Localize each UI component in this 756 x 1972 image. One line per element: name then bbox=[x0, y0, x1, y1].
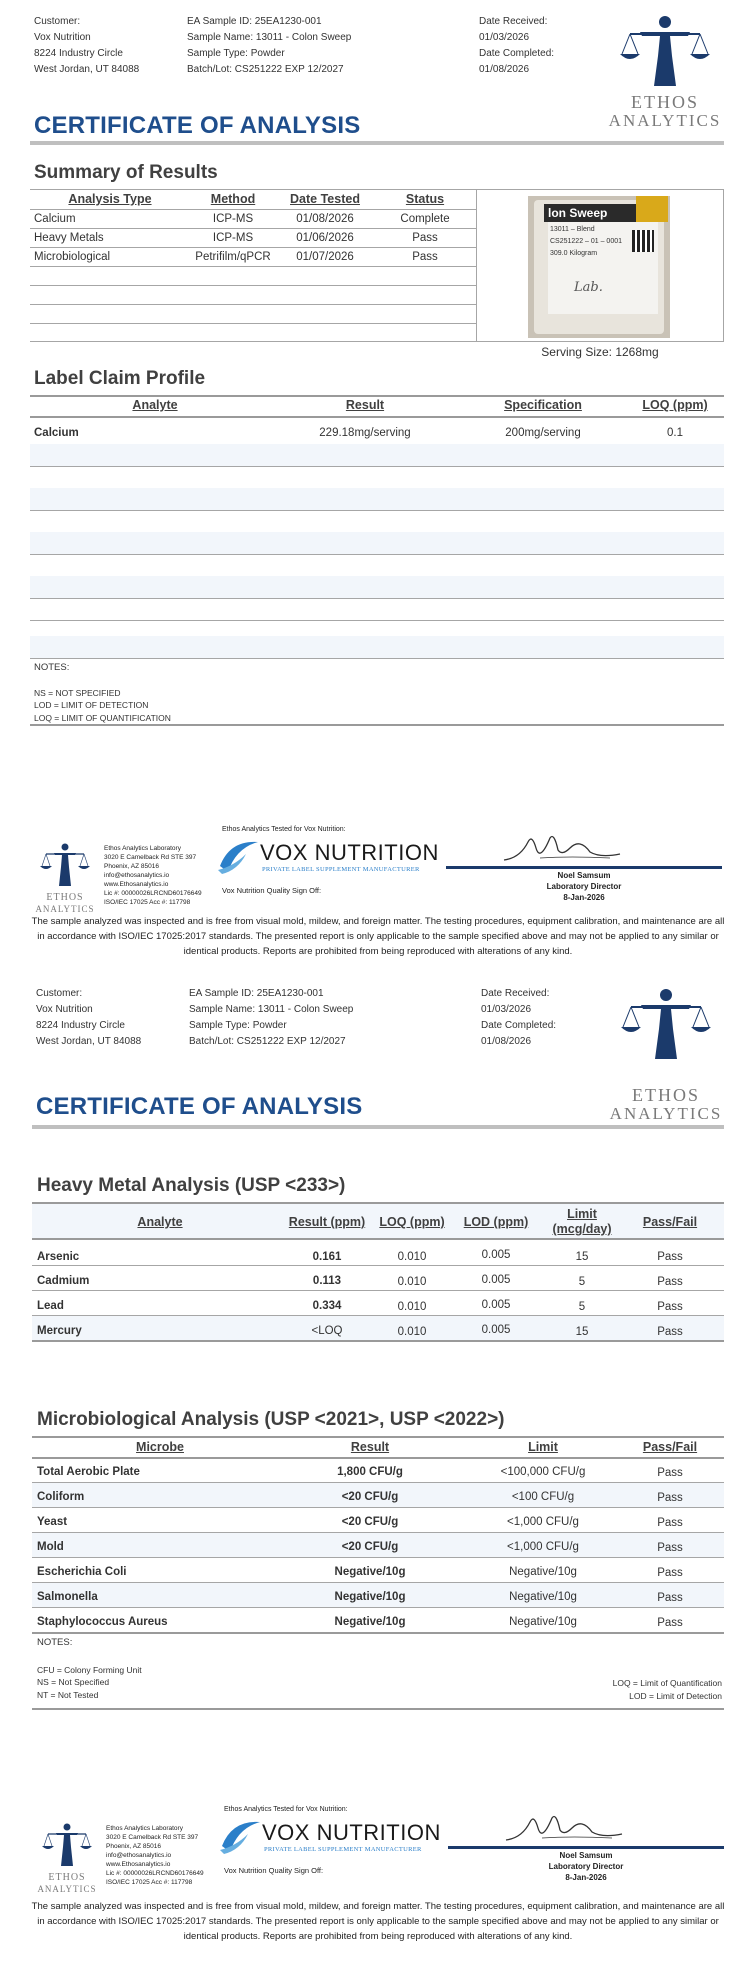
micro-row-2-result: <20 CFU/g bbox=[341, 1491, 399, 1503]
label-row-band bbox=[30, 488, 724, 510]
batch-lot: Batch/Lot: CS251222 EXP 12/2027 bbox=[187, 64, 344, 75]
label-claim-top-rule bbox=[30, 395, 724, 397]
hm-mercury-analyte: Mercury bbox=[37, 1325, 82, 1337]
vox-tagline: PRIVATE LABEL SUPPLEMENT MANUFACTURER bbox=[264, 1846, 422, 1853]
hm-arsenic-analyte: Arsenic bbox=[37, 1251, 80, 1263]
hm-mercury-result: <LOQ bbox=[311, 1325, 343, 1337]
micro-col-microbe: Microbe bbox=[136, 1440, 184, 1454]
hm-col-result: Result (ppm) bbox=[288, 1215, 366, 1229]
note-cfu: CFU = Colony Forming Unit bbox=[37, 1664, 142, 1675]
small-logo-ethos: ETHOS bbox=[46, 892, 84, 903]
logo-analytics: ANALYTICS bbox=[609, 1104, 723, 1123]
hm-arsenic-limit: 15 bbox=[575, 1251, 589, 1263]
date-received-label: Date Received: bbox=[481, 988, 550, 999]
micro-row-3-pass: Pass bbox=[657, 1517, 683, 1529]
hm-mercury-loq: 0.010 bbox=[397, 1326, 427, 1338]
micro-heading: Microbiological Analysis (USP <2021>, USP <2022>) bbox=[37, 1409, 505, 1430]
note-nt: NT = Not Tested bbox=[37, 1689, 99, 1700]
micro-notes-left bbox=[37, 1637, 142, 1701]
hm-lead-analyte: Lead bbox=[37, 1300, 64, 1312]
tested-for: Ethos Analytics Tested for Vox Nutrition: bbox=[222, 826, 346, 833]
micro-row-4-limit: <1,000 CFU/g bbox=[507, 1541, 579, 1553]
sample-block bbox=[187, 14, 351, 78]
lab-addr1: 3020 E Camelback Rd STE 397 bbox=[106, 1834, 199, 1841]
micro-row-1-name: Total Aerobic Plate bbox=[37, 1466, 140, 1478]
customer-name: Vox Nutrition bbox=[34, 32, 91, 43]
micro-row-4-name: Mold bbox=[37, 1541, 64, 1553]
page-title-2: CERTIFICATE OF ANALYSIS bbox=[36, 1093, 363, 1120]
sample-id: EA Sample ID: 25EA1230-001 bbox=[187, 16, 322, 27]
signature-icon bbox=[500, 828, 640, 868]
photo-label-line3: 309.0 Kilogram bbox=[550, 250, 598, 257]
summary-row-3-type: Microbiological bbox=[34, 251, 111, 263]
photo-label-line2: CS251222 – 01 – 0001 bbox=[550, 238, 623, 245]
ethos-logo-2 bbox=[601, 985, 731, 1123]
micro-row-5-name: Escherichia Coli bbox=[37, 1566, 127, 1578]
hm-arsenic-result: 0.161 bbox=[312, 1251, 342, 1263]
lab-iso: ISO/IEC 17025 Acc #: 117798 bbox=[104, 899, 191, 906]
note-ns: NS = Not Specified bbox=[37, 1677, 110, 1687]
qr-code-icon bbox=[632, 230, 654, 252]
summary-row-3-date: 01/07/2026 bbox=[296, 251, 354, 263]
customer-block bbox=[34, 14, 139, 78]
label-row-band bbox=[30, 444, 724, 466]
micro-row-7-name: Staphylococcus Aureus bbox=[37, 1616, 168, 1628]
photo-handwriting: Lab. bbox=[574, 280, 603, 295]
hm-col-analyte: Analyte bbox=[137, 1215, 183, 1229]
director-title: Laboratory Director bbox=[548, 1862, 624, 1871]
ethos-small-logo-icon bbox=[36, 1822, 98, 1872]
lab-addr2: Phoenix, AZ 85016 bbox=[106, 1843, 161, 1850]
label-row-band bbox=[30, 576, 724, 598]
customer-block-2 bbox=[36, 986, 141, 1050]
micro-row-7-result: Negative/10g bbox=[334, 1616, 406, 1628]
label-claim-heading: Label Claim Profile bbox=[34, 368, 206, 389]
date-received-label: Date Received: bbox=[479, 16, 548, 27]
director-title: Laboratory Director bbox=[546, 882, 622, 891]
hm-row-rule bbox=[32, 1290, 724, 1291]
micro-row-2-name: Coliform bbox=[37, 1491, 85, 1503]
micro-row-5-result: Negative/10g bbox=[334, 1566, 406, 1578]
small-logo-analytics: ANALYTICS bbox=[35, 904, 95, 914]
micro-notes-right bbox=[560, 1677, 722, 1702]
hm-mercury-limit: 15 bbox=[575, 1326, 589, 1338]
lab-addr1: 3020 E Camelback Rd STE 397 bbox=[104, 854, 197, 861]
summary-col-status: Status bbox=[405, 192, 445, 206]
lab-iso: ISO/IEC 17025 Acc #: 117798 bbox=[106, 1879, 193, 1886]
signature-icon bbox=[502, 1808, 642, 1848]
micro-row-5-limit: Negative/10g bbox=[509, 1566, 577, 1578]
vox-swoosh-icon bbox=[216, 836, 260, 876]
date-completed: 01/08/2026 bbox=[481, 1036, 532, 1047]
logo-analytics: ANALYTICS bbox=[608, 111, 722, 130]
hm-arsenic-lod: 0.005 bbox=[481, 1249, 511, 1261]
micro-row-rule bbox=[32, 1607, 724, 1608]
lab-lic: Lic #: 00000026LRCND60176649 bbox=[104, 890, 202, 897]
customer-address2: West Jordan, UT 84088 bbox=[34, 64, 140, 75]
disclaimer-1: The sample analyzed was inspected and is free from visual mold, mildew, and foreign matter. The testing procedures, equipment calibration, and maintenance are all in accordance with ISO/IEC 17025:2017 standards. The presented report is only applicable to the sample specified above and may not be applied to any similar or identical products. Reports are prohibited from being reproduced with alterations of any kind. bbox=[31, 916, 725, 957]
summary-heading: Summary of Results bbox=[34, 162, 218, 183]
scales-figure-icon bbox=[600, 12, 730, 96]
micro-row-rule bbox=[32, 1557, 724, 1558]
date-completed-label: Date Completed: bbox=[479, 48, 555, 59]
summary-row-2-type: Heavy Metals bbox=[34, 232, 104, 244]
micro-row-6-result: Negative/10g bbox=[334, 1591, 406, 1603]
vox-tagline: PRIVATE LABEL SUPPLEMENT MANUFACTURER bbox=[262, 866, 420, 873]
micro-row-4-pass: Pass bbox=[657, 1542, 683, 1554]
micro-col-limit: Limit bbox=[528, 1440, 558, 1454]
hm-col-passfail: Pass/Fail bbox=[642, 1215, 698, 1229]
lab-email: info@ethosanalytics.io bbox=[106, 1852, 172, 1859]
micro-top-rule bbox=[32, 1436, 724, 1438]
dates-block bbox=[479, 14, 554, 78]
hm-row-rule bbox=[32, 1265, 724, 1266]
label-row-rule bbox=[30, 620, 724, 621]
title-rule bbox=[30, 141, 724, 145]
tested-for: Ethos Analytics Tested for Vox Nutrition: bbox=[224, 1806, 348, 1813]
label-col-analyte: Analyte bbox=[132, 398, 178, 412]
date-completed: 01/08/2026 bbox=[479, 64, 530, 75]
label-row-rule bbox=[30, 554, 724, 555]
note-loq: LOQ = LIMIT OF QUANTIFICATION bbox=[34, 712, 171, 723]
lab-email: info@ethosanalytics.io bbox=[104, 872, 170, 879]
summary-row-rule bbox=[30, 266, 476, 267]
sample-name: Sample Name: 13011 - Colon Sweep bbox=[187, 32, 352, 43]
micro-notes-title: NOTES: bbox=[37, 1637, 73, 1648]
label-col-loq: LOQ (ppm) bbox=[642, 398, 708, 412]
lab-contact bbox=[104, 844, 202, 907]
sign-date: 8-Jan-2026 bbox=[565, 1873, 607, 1882]
micro-row-2-limit: <100 CFU/g bbox=[511, 1491, 575, 1503]
small-logo-ethos: ETHOS bbox=[48, 1872, 86, 1883]
summary-row-rule bbox=[30, 304, 476, 305]
lab-addr2: Phoenix, AZ 85016 bbox=[104, 863, 159, 870]
date-completed-label: Date Completed: bbox=[481, 1020, 557, 1031]
micro-row-rule bbox=[32, 1507, 724, 1508]
summary-col-analysis-type: Analysis Type bbox=[68, 192, 152, 206]
label-row-rule bbox=[30, 510, 724, 511]
label-row-loq: 0.1 bbox=[667, 427, 683, 439]
hm-cadmium-limit: 5 bbox=[578, 1276, 586, 1288]
summary-row-2-date: 01/06/2026 bbox=[296, 232, 354, 244]
micro-row-3-result: <20 CFU/g bbox=[341, 1516, 399, 1528]
summary-row-rule bbox=[30, 323, 476, 324]
customer-address1: 8224 Industry Circle bbox=[34, 48, 123, 59]
summary-row-rule bbox=[30, 209, 476, 210]
serving-size: Serving Size: 1268mg bbox=[541, 345, 659, 359]
summary-row-rule bbox=[30, 247, 476, 248]
hm-arsenic-pass: Pass bbox=[657, 1251, 683, 1263]
page-2 bbox=[0, 985, 756, 1972]
micro-row-3-name: Yeast bbox=[37, 1516, 68, 1528]
micro-row-1-limit: <100,000 CFU/g bbox=[500, 1466, 586, 1478]
summary-row-3-status: Pass bbox=[412, 251, 438, 263]
micro-row-3-limit: <1,000 CFU/g bbox=[507, 1516, 579, 1528]
micro-row-1-pass: Pass bbox=[657, 1467, 683, 1479]
lab-web: www.Ethosanalytics.io bbox=[104, 881, 169, 888]
customer-address1: 8224 Industry Circle bbox=[36, 1020, 125, 1031]
micro-col-passfail: Pass/Fail bbox=[642, 1440, 698, 1454]
notes-bottom-rule bbox=[30, 724, 724, 726]
batch-lot: Batch/Lot: CS251222 EXP 12/2027 bbox=[189, 1036, 346, 1047]
customer-name: Vox Nutrition bbox=[36, 1004, 93, 1015]
date-received: 01/03/2026 bbox=[481, 1004, 532, 1015]
sign-date: 8-Jan-2026 bbox=[563, 893, 605, 902]
customer-address2: West Jordan, UT 84088 bbox=[36, 1036, 142, 1047]
hm-cadmium-loq: 0.010 bbox=[397, 1276, 427, 1288]
signature-rule bbox=[446, 866, 722, 869]
summary-bottom-rule bbox=[30, 341, 724, 342]
lab-lic: Lic #: 00000026LRCND60176649 bbox=[106, 1870, 204, 1877]
summary-row-rule bbox=[30, 228, 476, 229]
signature-rule bbox=[448, 1846, 724, 1849]
hm-lead-pass: Pass bbox=[657, 1301, 683, 1313]
hm-cadmium-result: 0.113 bbox=[312, 1275, 342, 1287]
summary-row-2-method: ICP-MS bbox=[212, 232, 254, 244]
hm-lead-result: 0.334 bbox=[312, 1300, 342, 1312]
summary-row-1-method: ICP-MS bbox=[212, 213, 254, 225]
label-row-band bbox=[30, 532, 724, 554]
vox-swoosh-icon bbox=[218, 1816, 262, 1856]
lab-name: Ethos Analytics Laboratory bbox=[106, 1825, 183, 1832]
micro-row-6-limit: Negative/10g bbox=[509, 1591, 577, 1603]
hm-lead-limit: 5 bbox=[578, 1301, 586, 1313]
note-ns: NS = NOT SPECIFIED bbox=[34, 687, 121, 698]
disclaimer-2: The sample analyzed was inspected and is free from visual mold, mildew, and foreign matter. The testing procedures, equipment calibration, and maintenance are all in accordance with ISO/IEC 17025:2017 standards. The presented report is only applicable to the sample specified above and may not be applied to any similar or identical products. Reports are prohibited from being reproduced with alterations of any kind. bbox=[31, 1901, 725, 1942]
micro-row-6-name: Salmonella bbox=[37, 1591, 98, 1603]
micro-row-6-pass: Pass bbox=[657, 1592, 683, 1604]
photo-label-line1: 13011 – Blend bbox=[550, 226, 595, 233]
sample-block-2 bbox=[189, 986, 353, 1050]
micro-header-rule bbox=[32, 1457, 724, 1459]
customer-label: Customer: bbox=[36, 988, 83, 999]
vox-signoff: Vox Nutrition Quality Sign Off: bbox=[222, 886, 322, 895]
logo-ethos: ETHOS bbox=[631, 92, 699, 112]
note-lod: LOD = Limit of Detection bbox=[629, 1690, 722, 1701]
label-notes bbox=[34, 662, 171, 724]
customer-label: Customer: bbox=[34, 16, 81, 27]
heavy-metals-heading: Heavy Metal Analysis (USP <233>) bbox=[37, 1175, 346, 1196]
hm-lead-lod: 0.005 bbox=[481, 1299, 511, 1311]
label-row-band bbox=[30, 636, 724, 658]
label-col-result: Result bbox=[345, 398, 385, 412]
ethos-logo bbox=[600, 12, 730, 136]
logo-ethos: ETHOS bbox=[632, 1085, 700, 1105]
date-received: 01/03/2026 bbox=[479, 32, 530, 43]
label-col-spec: Specification bbox=[504, 398, 582, 412]
notes-title: NOTES: bbox=[34, 662, 70, 673]
micro-row-4-result: <20 CFU/g bbox=[341, 1541, 399, 1553]
micro-row-7-limit: Negative/10g bbox=[509, 1616, 577, 1628]
label-row-rule bbox=[30, 598, 724, 599]
signoff-block-2 bbox=[2, 1800, 756, 1900]
sample-type: Sample Type: Powder bbox=[187, 48, 285, 59]
hm-mercury-lod: 0.005 bbox=[481, 1324, 511, 1336]
hm-arsenic-loq: 0.010 bbox=[397, 1251, 427, 1263]
scales-figure-icon bbox=[601, 985, 731, 1069]
sample-photo bbox=[528, 196, 670, 338]
summary-row-1-type: Calcium bbox=[34, 213, 76, 225]
sample-name: Sample Name: 13011 - Colon Sweep bbox=[189, 1004, 354, 1015]
vox-name: VOX NUTRITION bbox=[260, 840, 439, 865]
label-claim-header-rule bbox=[30, 416, 724, 418]
title-rule-2 bbox=[32, 1125, 724, 1129]
hm-bottom-rule bbox=[32, 1340, 724, 1342]
hm-col-loq: LOQ (ppm) bbox=[379, 1215, 445, 1229]
hm-header-rule bbox=[32, 1238, 724, 1240]
photo-product-name: lon Sweep bbox=[544, 204, 640, 222]
note-loq: LOQ = Limit of Quantification bbox=[612, 1678, 722, 1688]
summary-col-method: Method bbox=[210, 192, 256, 206]
summary-row-2-status: Pass bbox=[412, 232, 438, 244]
micro-notes-rule bbox=[32, 1708, 724, 1710]
label-row-rule bbox=[30, 466, 724, 467]
sample-id: EA Sample ID: 25EA1230-001 bbox=[189, 988, 324, 999]
page-title: CERTIFICATE OF ANALYSIS bbox=[34, 112, 361, 139]
label-row-analyte: Calcium bbox=[34, 427, 79, 439]
hm-cadmium-lod: 0.005 bbox=[481, 1274, 511, 1286]
summary-row-rule bbox=[30, 285, 476, 286]
summary-row-3-method: Petrifilm/qPCR bbox=[195, 251, 271, 263]
micro-row-7-pass: Pass bbox=[657, 1617, 683, 1629]
label-row-result: 229.18mg/serving bbox=[319, 427, 411, 439]
lab-web: www.Ethosanalytics.io bbox=[106, 1861, 171, 1868]
small-logo-analytics: ANALYTICS bbox=[37, 1884, 97, 1894]
micro-row-2-pass: Pass bbox=[657, 1492, 683, 1504]
director-name: Noel Samsum bbox=[557, 871, 611, 880]
vox-signoff: Vox Nutrition Quality Sign Off: bbox=[224, 1866, 324, 1875]
summary-row-1-status: Complete bbox=[400, 213, 450, 225]
label-row-rule bbox=[30, 658, 724, 659]
hm-mercury-pass: Pass bbox=[657, 1326, 683, 1338]
summary-col-date: Date Tested bbox=[290, 192, 360, 206]
micro-bottom-rule bbox=[32, 1632, 724, 1634]
note-lod: LOD = LIMIT OF DETECTION bbox=[34, 700, 149, 710]
micro-col-result: Result bbox=[350, 1440, 390, 1454]
micro-row-1-result: 1,800 CFU/g bbox=[337, 1466, 403, 1478]
vox-name: VOX NUTRITION bbox=[262, 1820, 441, 1845]
hm-cadmium-analyte: Cadmium bbox=[37, 1275, 90, 1287]
hm-cadmium-pass: Pass bbox=[657, 1276, 683, 1288]
micro-row-5-pass: Pass bbox=[657, 1567, 683, 1579]
sample-type: Sample Type: Powder bbox=[189, 1020, 287, 1031]
ethos-small-logo-icon bbox=[34, 842, 96, 892]
lab-contact bbox=[106, 1824, 204, 1887]
director-name: Noel Samsum bbox=[559, 1851, 613, 1860]
hm-lead-loq: 0.010 bbox=[397, 1301, 427, 1313]
hm-col-lod: LOD (ppm) bbox=[463, 1215, 529, 1229]
page-1 bbox=[0, 0, 756, 980]
label-row-spec: 200mg/serving bbox=[505, 427, 581, 439]
dates-block-2 bbox=[481, 986, 556, 1050]
lab-name: Ethos Analytics Laboratory bbox=[104, 845, 181, 852]
hm-col-limit: Limit (mcg/day) bbox=[552, 1207, 612, 1236]
summary-row-1-date: 01/08/2026 bbox=[296, 213, 354, 225]
